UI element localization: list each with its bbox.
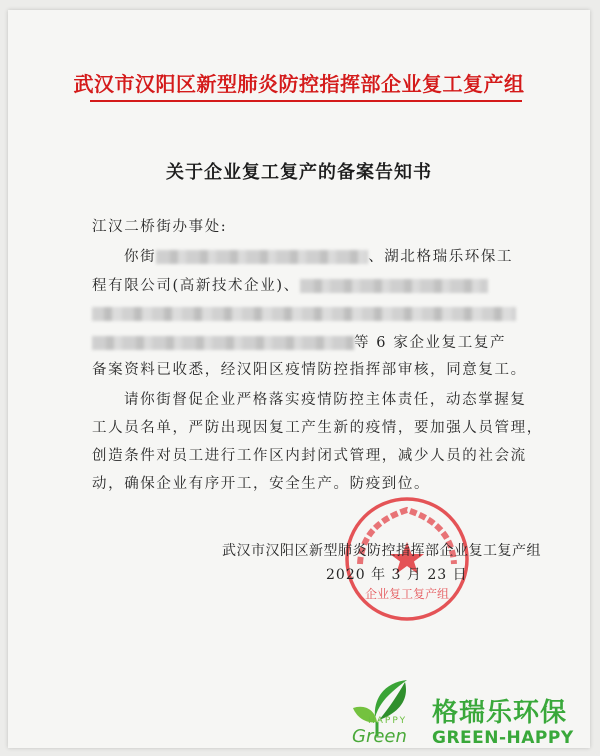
logo-happy-text: HAPPY — [368, 716, 408, 726]
document-date: 2020 年 3 月 23 日 — [326, 567, 468, 583]
para1-line1 — [124, 245, 513, 266]
para1-line1-start: 你街 — [124, 249, 157, 265]
para2-line2: 工人员名单，严防出现因复工产生新的疫情，要加强人员管理， — [92, 420, 543, 436]
document-page — [8, 10, 590, 748]
header-red-rule — [90, 100, 522, 102]
para1-line5-end: 等 6 家企业复工复产 — [354, 335, 507, 351]
document-header: 武汉市汉阳区新型肺炎防控指挥部企业复工复产组 — [73, 72, 525, 96]
seal-text: 企业复工复产组 — [364, 587, 450, 601]
salutation: 江汉二桥街办事处: — [92, 219, 228, 235]
redacted-text — [156, 250, 368, 264]
brand-name-en: GREEN-HAPPY — [432, 728, 574, 748]
para1-line5 — [92, 331, 506, 352]
document-title: 关于企业复工复产的备案告知书 — [166, 162, 432, 183]
para2-line4: 动，确保企业有序开工，安全生产。防疫到位。 — [92, 476, 431, 492]
redacted-line — [92, 307, 516, 321]
brand-name-cn: 格瑞乐环保 — [432, 698, 568, 728]
logo-green-text: Green — [352, 726, 407, 747]
para2-line3: 创造条件对员工进行工作区内封闭式管理，减少人员的社会流 — [92, 448, 527, 464]
redacted-text — [300, 279, 488, 293]
para1-line1-end: 、湖北格瑞乐环保工 — [368, 249, 514, 265]
para1-line6: 备案资料已收悉，经汉阳区疫情防控指挥部审核，同意复工。 — [92, 362, 527, 378]
redacted-text — [92, 336, 354, 350]
para1-line2-start: 程有限公司(高新技术企业)、 — [92, 278, 300, 294]
para1-line2 — [92, 274, 488, 295]
para2-line1: 请你街督促企业严格落实疫情防控主体责任，动态掌握复 — [124, 392, 527, 408]
signature: 武汉市汉阳区新型肺炎防控指挥部企业复工复产组 — [222, 543, 541, 559]
